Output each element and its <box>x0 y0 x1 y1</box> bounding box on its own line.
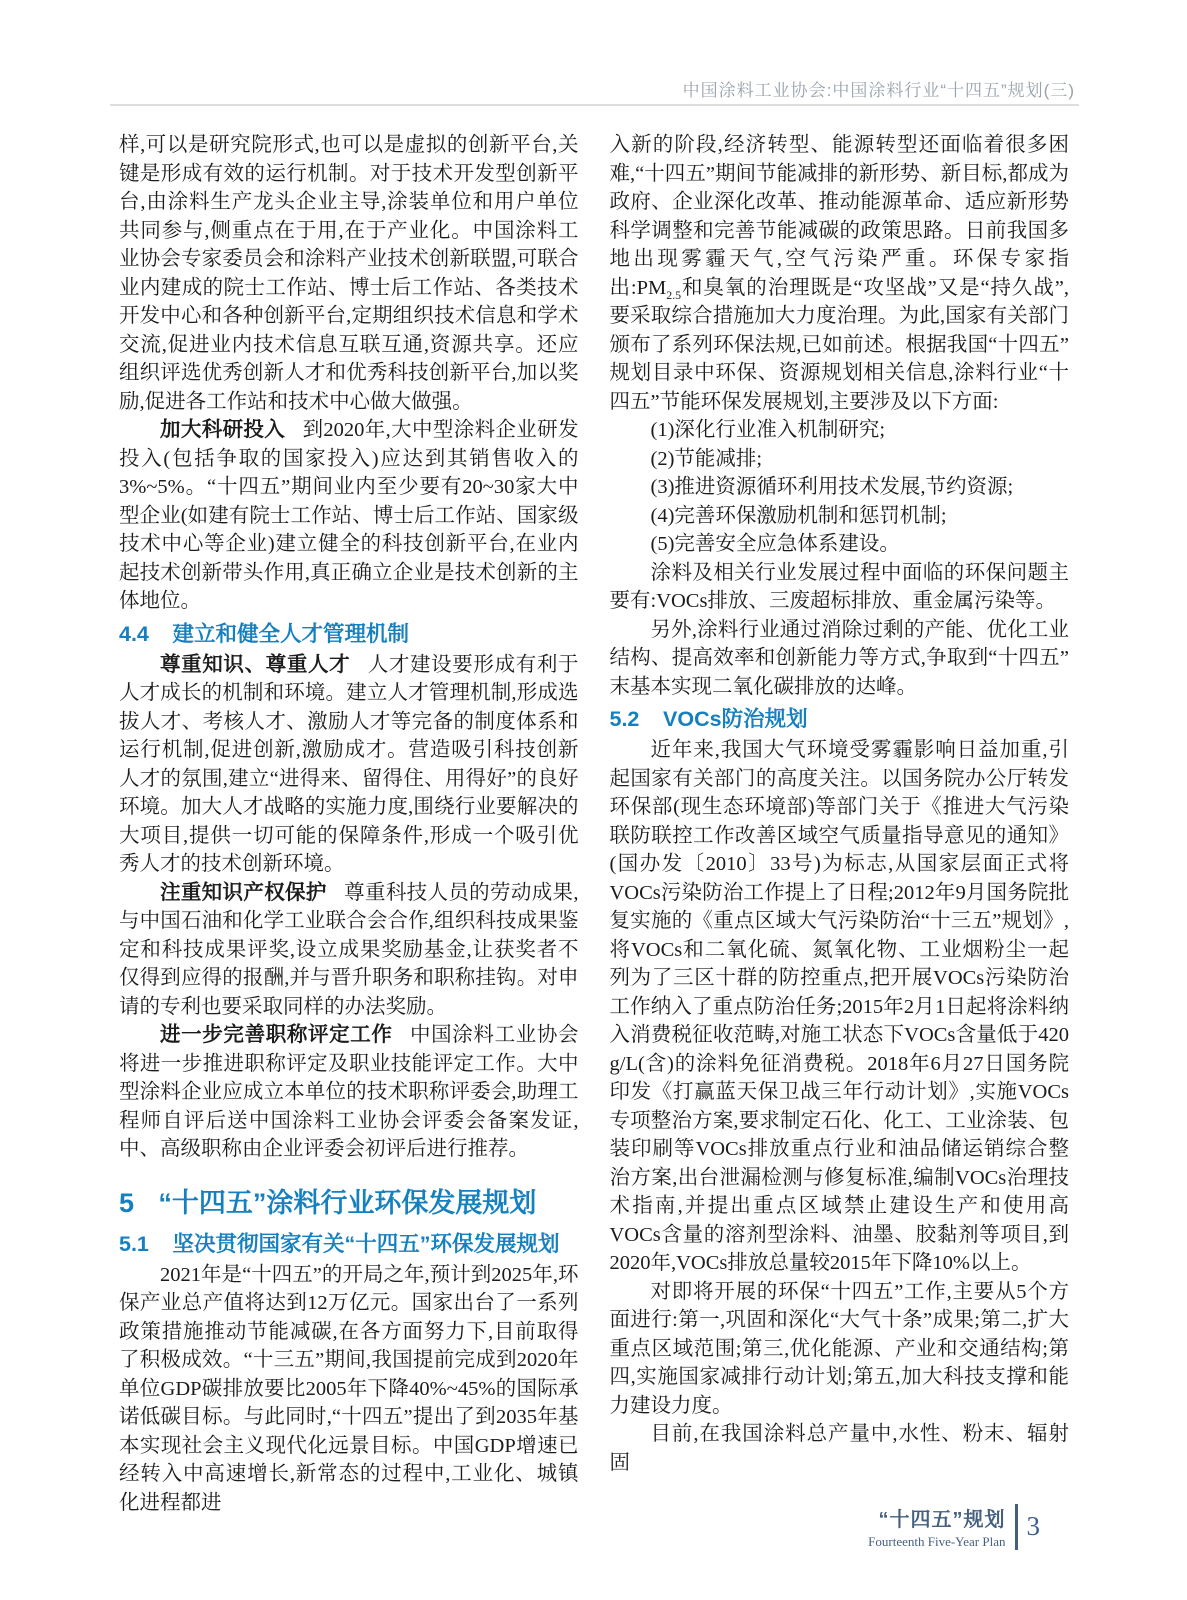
paragraph-title-evaluation <box>119 1021 579 1164</box>
paragraph-five-aspects: 对即将开展的环保“十四五”工作,主要从5个方面进行:第一,巩固和深化“大气十条”成果;第二,扩大重点区域范围;第三,优化能源、产业和交通结构;第四,实施国家减排行动计划;第五,加大科技支撑和能力建设力度。 <box>609 1280 1069 1417</box>
list-item-1: (1)深化行业准入机制研究; <box>650 419 886 441</box>
paragraph-current-output: 目前,在我国涂料总产量中,水性、粉末、辐射固 <box>609 1423 1069 1474</box>
paragraph-continuation: 样,可以是研究院形式,也可以是虚拟的创新平台,关键是形成有效的运行机制。对于技术开发型创新平台,由涂料生产龙头企业主导,涂装单位和用户单位共同参与,侧重点在于用,在于产业化。中国涂料工业协会专家委员会和涂料产业技术创新联盟,可联合业内建成的院士工作站、博士后工作站、各类技术开发中心和各种创新平台,定期组织技术信息和学术交流,促进业内技术信息互联互通,资源共享。还应组织评选优秀创新人才和优秀科技创新平台,加以奖励,促进各工作站和技术中心做大做强。 <box>119 134 579 413</box>
pm25-subscript: 2.5 <box>666 287 682 302</box>
footer-plan-chinese: “十四五”规划 <box>878 1509 1006 1531</box>
paragraph-continuation <box>610 131 1070 416</box>
chapter-title: “十四五”涂料行业环保发展规划 <box>158 1187 537 1218</box>
running-header: 中国涂料工业协会:中国涂料行业“十四五”规划(三) <box>682 81 1075 100</box>
paragraph-text: 入新的阶段,经济转型、能源转型还面临着很多困难,“十四五”期间节能减排的新形势、新目标,都成为政府、企业深化改革、推动能源革命、适应新形势科学调整和完善节能减碳的政策思路。日前我国多地出现雾霾天气,空气污染严重。环保专家指出:PM <box>609 134 1069 299</box>
section-title: 建立和健全人才管理机制 <box>172 621 410 646</box>
section-number: 4.4 <box>119 621 149 646</box>
two-column-body <box>119 131 1069 1517</box>
paragraph-env-problems: 涂料及相关行业发展过程中面临的环保问题主要有:VOCs排放、三废超标排放、重金属污染等。 <box>609 561 1069 612</box>
paragraph-2021-opening: 2021年是“十四五”的开局之年,预计到2025年,环保产业总产值将达到12万亿元。国家出台了一系列政策措施推动节能减碳,在各方面努力下,目前取得了积极成效。“十三五”期间,我国提前完成到2020年单位GDP碳排放要比2005年下降40%~45%的国际承诺低碳目标。与此同时,“十四五”提出了到2035年基本实现社会主义现代化远景目标。中国GDP增速已经转入中高速增长,新常态的过程中,工业化、城镇化进程都进 <box>119 1263 579 1514</box>
footer-plan-english: Fourteenth Five-Year Plan <box>868 1534 1006 1549</box>
paragraph-vocs-history: 近年来,我国大气环境受雾霾影响日益加重,引起国家有关部门的高度关注。以国务院办公厅转发环保部(现生态环境部)等部门关于《推进大气污染联防联控工作改善区域空气质量指导意见的通知》(国办发〔2010〕33号)为标志,从国家层面正式将VOCs污染防治工作提上了日程;2012年9月国务院批复实施的《重点区域大气污染防治“十三五”规划》,将VOCs和二氧化硫、氮氧化物、工业烟粉尘一起列为了三区十群的防控重点,把开展VOCs污染防治工作纳入了重点防治任务;2015年2月1日起将涂料纳入消费税征收范畴,对施工状态下VOCs含量低于420 g/L(含)的涂料免征消费税。2018年6月27日国务院印发《打赢蓝天保卫战三年行动计划》,实施VOCs专项整治方案,要求制定石化、化工、工业涂装、包装印刷等VOCs排放重点行业和油品储运销综合整治方案,出台泄漏检测与修复标准,编制VOCs治理技术指南,并提出重点区域禁止建设生产和使用高VOCs含量的溶剂型涂料、油墨、胶黏剂等项目,到2020年,VOCs排放总量较2015年下降10%以上。 <box>609 739 1069 1274</box>
chapter-number: 5 <box>119 1187 135 1218</box>
section-title: 坚决贯彻国家有关“十四五”环保发展规划 <box>172 1231 560 1256</box>
page-footer <box>868 1503 1040 1550</box>
paragraph-text: 尊重科技人员的劳动成果,与中国石油和化学工业联合会合作,组织科技成果鉴定和科技成果评奖,设立成果奖励基金,让获奖者不仅得到应得的报酬,并与晋升职务和职称挂钩。对申请的专利也要采取同样的办法奖励。 <box>119 881 579 1018</box>
right-column <box>610 131 1070 1517</box>
list-item-5: (5)完善安全应急体系建设。 <box>650 533 900 555</box>
list-item-4: (4)完善环保激励机制和惩罚机制; <box>650 504 947 527</box>
section-number: 5.2 <box>609 707 640 731</box>
section-number: 5.1 <box>119 1231 149 1256</box>
section-title: VOCs防治规划 <box>663 707 808 731</box>
run-in-heading: 注重知识产权保护 <box>160 880 327 904</box>
paragraph-text: 人才建设要形成有利于人才成长的机制和环境。建立人才管理机制,形成选拔人才、考核人才、激励人才等完备的制度体系和运行机制,促进创新,激励成才。营造吸引科技创新人才的氛围,建立“进得来、留得住、用得好”的良好环境。加大人才战略的实施力度,围绕行业要解决的大项目,提供一切可能的保障条件,形成一个吸引优秀人才的技术创新环境。 <box>119 653 579 875</box>
left-column <box>119 131 579 1517</box>
footer-plan-label <box>868 1503 1014 1550</box>
run-in-heading: 尊重知识、尊重人才 <box>160 652 351 676</box>
paragraph-text: 中国涂料工业协会将进一步推进职称评定及职业技能评定工作。大中型涂料企业应成立本单位的技术职称评委会,助理工程师自评后送中国涂料工业协会评委会备案发证,中、高级职称由企业评委会初评后进行推荐。 <box>119 1024 579 1160</box>
run-in-heading: 进一步完善职称评定工作 <box>160 1023 393 1046</box>
paragraph-ip-protection <box>119 879 579 1022</box>
run-in-heading: 加大科研投入 <box>160 418 286 441</box>
paragraph-respect-talent <box>119 651 579 879</box>
section-heading-4-4 <box>119 620 579 649</box>
paragraph-carbon-peak: 另外,涂料行业通过消除过剩的产能、优化工业结构、提高效率和创新能力等方式,争取到“十四五”末基本实现二氧化碳排放的达峰。 <box>609 618 1069 698</box>
paragraph-text: 到2020年,大中型涂料企业研发投入(包括争取的国家投入)应达到其销售收入的3%~5%。“十四五”期间业内至少要有20~30家大中型企业(如建有院士工作站、博士后工作站、国家级技术中心等企业)建立健全的科技创新平台,在业内起技术创新带头作用,真正确立企业是技术创新的主体地位。 <box>119 419 579 612</box>
paragraph-research-investment <box>119 416 579 616</box>
header-divider <box>110 104 1079 106</box>
list-item-2: (2)节能减排; <box>650 447 763 470</box>
section-heading-5-2 <box>610 705 1070 734</box>
paragraph-text: 和臭氧的治理既是“攻坚战”又是“持久战”,要采取综合措施加大力度治理。为此,国家有关部门颁布了系列环保法规,已如前述。根据我国“十四五”规划目录中环保、资源规划相关信息,涂料行业“十四五”节能环保发展规划,主要涉及以下方面: <box>609 276 1069 413</box>
chapter-heading-5 <box>119 1186 579 1220</box>
list-item-3: (3)推进资源循环利用技术发展,节约资源; <box>650 476 1014 498</box>
section-heading-5-1 <box>119 1230 579 1259</box>
page-number: 3 <box>1026 1511 1040 1541</box>
